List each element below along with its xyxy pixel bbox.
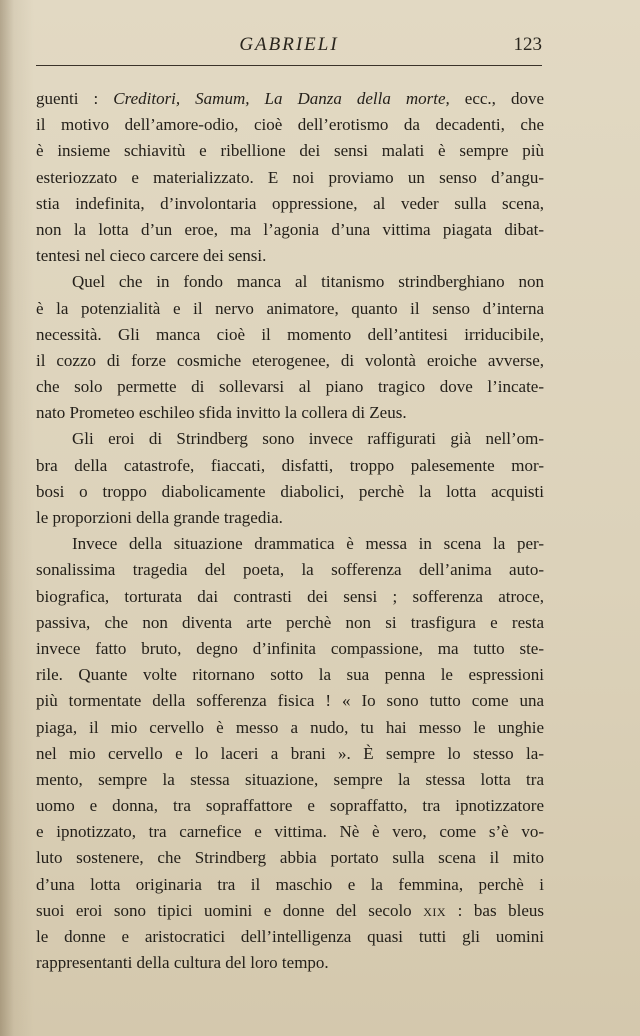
text-line: Quel che in fondo manca al titanismo strindberghiano non: [72, 272, 544, 292]
text-line: il motivo dell’amore-odio, cioè dell’erotismo da decadenti, che: [36, 115, 544, 135]
text-line: rappresentanti della cultura del loro tempo.: [36, 953, 329, 973]
header-rule: [36, 65, 542, 66]
body-text: [36, 86, 544, 976]
text-line: tentesi nel cieco carcere dei sensi.: [36, 246, 267, 266]
text-line: guenti : Creditori, Samum, La Danza della morte, ecc., dove: [36, 89, 544, 108]
text-line: le proporzioni della grande tragedia.: [36, 508, 283, 527]
text-line: e ipnotizzato, tra carnefice e vittima. Nè è vero, come s’è vo-: [36, 822, 544, 842]
text-line: nato Prometeo eschileo sfida invitto la collera di Zeus.: [36, 403, 407, 423]
text-line: il cozzo di forze cosmiche eterogenee, di volontà eroiche avverse,: [36, 350, 544, 370]
text-line: Invece della situazione drammatica è messa in scena la per-: [72, 534, 544, 554]
text-line: non la lotta d’un eroe, ma l’agonia d’una vittima piagata dibat-: [36, 219, 544, 239]
page-number: 123: [513, 34, 542, 55]
text-line: biografica, torturata dai contrasti dei sensi ; sofferenza atroce,: [36, 586, 544, 606]
text-line: bra della catastrofe, fiaccati, disfatti, troppo palesemente mor-: [36, 455, 544, 475]
text-line: che solo permette di sollevarsi al piano tragico dove l’incate-: [36, 377, 544, 397]
text-line: è insieme schiavitù e ribellione dei sensi malati è sempre più: [36, 141, 544, 161]
text-line: sonalissima tragedia del poeta, la sofferenza dell’anima auto-: [36, 560, 544, 580]
text-line: luto sostenere, che Strindberg abbia portato sulla scena il mito: [36, 848, 544, 868]
text-line: rile. Quante volte ritornano sotto la sua penna le espressioni: [36, 665, 544, 685]
text-line: bosi o troppo diabolicamente diabolici, perchè la lotta acquisti: [36, 481, 544, 501]
text-line: piaga, il mio cervello è messo a nudo, tu hai messo le unghie: [36, 717, 544, 737]
text-line: necessità. Gli manca cioè il momento dell’antitesi irriducibile,: [36, 324, 544, 344]
century-numeral: xix: [423, 900, 447, 920]
text-line: Gli eroi di Strindberg sono invece raffigurati già nell’om-: [72, 429, 544, 449]
italic-titles: Creditori, Samum, La Danza della morte,: [113, 89, 450, 108]
text-line: passiva, che non diventa arte perchè non si trasfigura e resta: [36, 612, 544, 632]
text-line: suoi eroi sono tipici uomini e donne del secolo xix : bas bleus: [36, 900, 544, 920]
text-line: è la potenzialità e il nervo animatore, quanto il senso d’interna: [36, 298, 544, 318]
text-line: stia indefinita, d’involontaria oppressione, al veder sulla scena,: [36, 193, 544, 213]
text-line: più tormentate della sofferenza fisica ! « Io sono tutto come una: [36, 691, 544, 711]
text-line: uomo e donna, tra sopraffattore e sopraffatto, tra ipnotizzatore: [36, 796, 544, 816]
text-line: d’una lotta originaria tra il maschio e la femmina, perchè i: [36, 874, 544, 894]
text-line: esteriozzato e materializzato. E noi proviamo un senso d’angu-: [36, 167, 544, 187]
text-line: nel mio cervello e lo laceri a brani ». È sempre lo stesso la-: [36, 743, 544, 763]
text-line: le donne e aristocratici dell’intelligenza quasi tutti gli uomini: [36, 927, 544, 946]
running-head: [36, 34, 542, 60]
text-line: mento, sempre la stessa situazione, sempre la stessa lotta tra: [36, 769, 544, 789]
text-line: invece fatto bruto, degno d’infinita compassione, ma tutto ste-: [36, 638, 544, 658]
running-title: GABRIELI: [239, 34, 339, 55]
